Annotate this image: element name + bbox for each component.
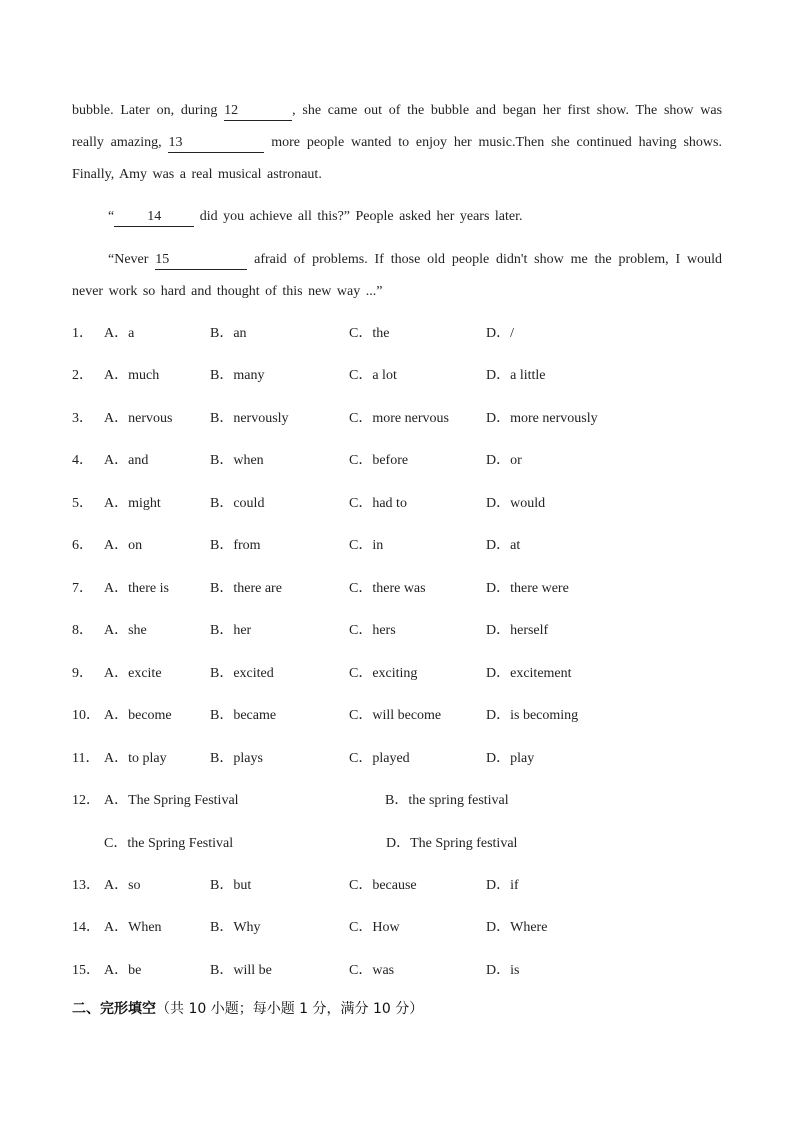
- section-heading-bold: 二、完形填空: [72, 1001, 156, 1017]
- option-b: B．became: [210, 708, 277, 723]
- question-number: 1．: [72, 326, 93, 341]
- option-d: D．there were: [486, 581, 569, 596]
- question-number: 2．: [72, 368, 93, 383]
- option-b: B．there are: [210, 581, 282, 596]
- question-number: 14．: [72, 920, 100, 935]
- option-c: C．more nervous: [349, 411, 449, 426]
- option-d: D．is becoming: [486, 708, 579, 723]
- option-a: A．on: [104, 538, 143, 553]
- question-number: 15．: [72, 963, 100, 978]
- option-c: C．hers: [349, 623, 396, 638]
- option-a: A．be: [104, 963, 142, 978]
- question-number: 6．: [72, 538, 93, 553]
- option-c: C．played: [349, 751, 410, 766]
- option-d: D．or: [486, 453, 522, 468]
- option-c: C．before: [349, 453, 409, 468]
- option-d: D．excitement: [486, 666, 572, 681]
- option-b: B．will be: [210, 963, 272, 978]
- option-a: A．nervous: [104, 411, 173, 426]
- option-d: D．if: [486, 878, 519, 893]
- option-a: A．to play: [104, 751, 167, 766]
- option-c: C．there was: [349, 581, 426, 596]
- option-c: C．a lot: [349, 368, 397, 383]
- option-d: D．The Spring festival: [386, 836, 518, 851]
- option-d: D．/: [486, 326, 514, 341]
- option-b: B．nervously: [210, 411, 289, 426]
- question-number: 10．: [72, 708, 100, 723]
- option-b: B．from: [210, 538, 261, 553]
- option-b: B．many: [210, 368, 265, 383]
- passage-text: afraid of problems. If those old people didn't show me the problem, I would never work so hard and thought of this new way ...”: [72, 252, 722, 299]
- option-b: B．an: [210, 326, 247, 341]
- option-c: C．How: [349, 920, 400, 935]
- option-c: C．had to: [349, 496, 407, 511]
- blank-15: 15: [155, 251, 247, 270]
- option-a: A．excite: [104, 666, 162, 681]
- option-c: C．was: [349, 963, 395, 978]
- option-c: C．because: [349, 878, 417, 893]
- passage-paragraph-3: [72, 244, 722, 308]
- blank-14: 14: [114, 208, 194, 227]
- option-a: A．When: [104, 920, 162, 935]
- passage-text: did you achieve all this?” People asked her years later.: [194, 209, 523, 224]
- option-b: B．the spring festival: [385, 793, 509, 808]
- option-d: D．herself: [486, 623, 549, 638]
- blank-12: 12: [224, 102, 292, 121]
- option-c: C．exciting: [349, 666, 418, 681]
- section-heading-detail: （共 10 小题；每小题 1 分，满分 10 分）: [156, 1001, 424, 1017]
- option-d: D．Where: [486, 920, 548, 935]
- option-d: D．a little: [486, 368, 546, 383]
- option-d: D．would: [486, 496, 546, 511]
- section-heading: [72, 999, 423, 1019]
- question-number: 3．: [72, 411, 93, 426]
- option-d: D．at: [486, 538, 521, 553]
- option-c: C．in: [349, 538, 384, 553]
- option-b: B．her: [210, 623, 252, 638]
- option-b: B．but: [210, 878, 252, 893]
- question-number: 5．: [72, 496, 93, 511]
- option-c: C．will become: [349, 708, 442, 723]
- passage-paragraph-2: [72, 201, 722, 233]
- option-d: D．play: [486, 751, 535, 766]
- option-a: A．much: [104, 368, 160, 383]
- option-b: B．plays: [210, 751, 263, 766]
- question-number: 4．: [72, 453, 93, 468]
- passage-text: “: [108, 209, 115, 224]
- question-number: 13．: [72, 878, 100, 893]
- option-a: A．and: [104, 453, 149, 468]
- option-b: B．excited: [210, 666, 274, 681]
- option-c: C．the: [349, 326, 390, 341]
- option-b: B．when: [210, 453, 264, 468]
- question-number: 7．: [72, 581, 93, 596]
- option-a: A．become: [104, 708, 172, 723]
- option-a: A．The Spring Festival: [104, 793, 239, 808]
- question-number: 12．: [72, 793, 100, 808]
- blank-13: 13: [168, 134, 264, 153]
- option-a: A．might: [104, 496, 161, 511]
- option-a: A．there is: [104, 581, 169, 596]
- passage-text: bubble. Later on, during: [72, 103, 225, 118]
- passage-paragraph-1: [72, 95, 722, 191]
- passage-text: more people wanted to enjoy her music.Then she continued having shows. Finally, Amy was a real musical astronaut.: [72, 135, 722, 182]
- option-a: A．she: [104, 623, 147, 638]
- passage-text: “Never: [108, 252, 156, 267]
- question-number: 9．: [72, 666, 93, 681]
- question-number: 8．: [72, 623, 93, 638]
- option-c: C．the Spring Festival: [104, 836, 234, 851]
- question-number: 11．: [72, 751, 100, 766]
- option-d: D．is: [486, 963, 520, 978]
- option-a: A．so: [104, 878, 141, 893]
- passage-text: , she came out of the bubble and began her first show. The show was really amazing,: [72, 103, 723, 150]
- option-a: A．a: [104, 326, 135, 341]
- option-d: D．more nervously: [486, 411, 598, 426]
- option-b: B．Why: [210, 920, 261, 935]
- option-b: B．could: [210, 496, 265, 511]
